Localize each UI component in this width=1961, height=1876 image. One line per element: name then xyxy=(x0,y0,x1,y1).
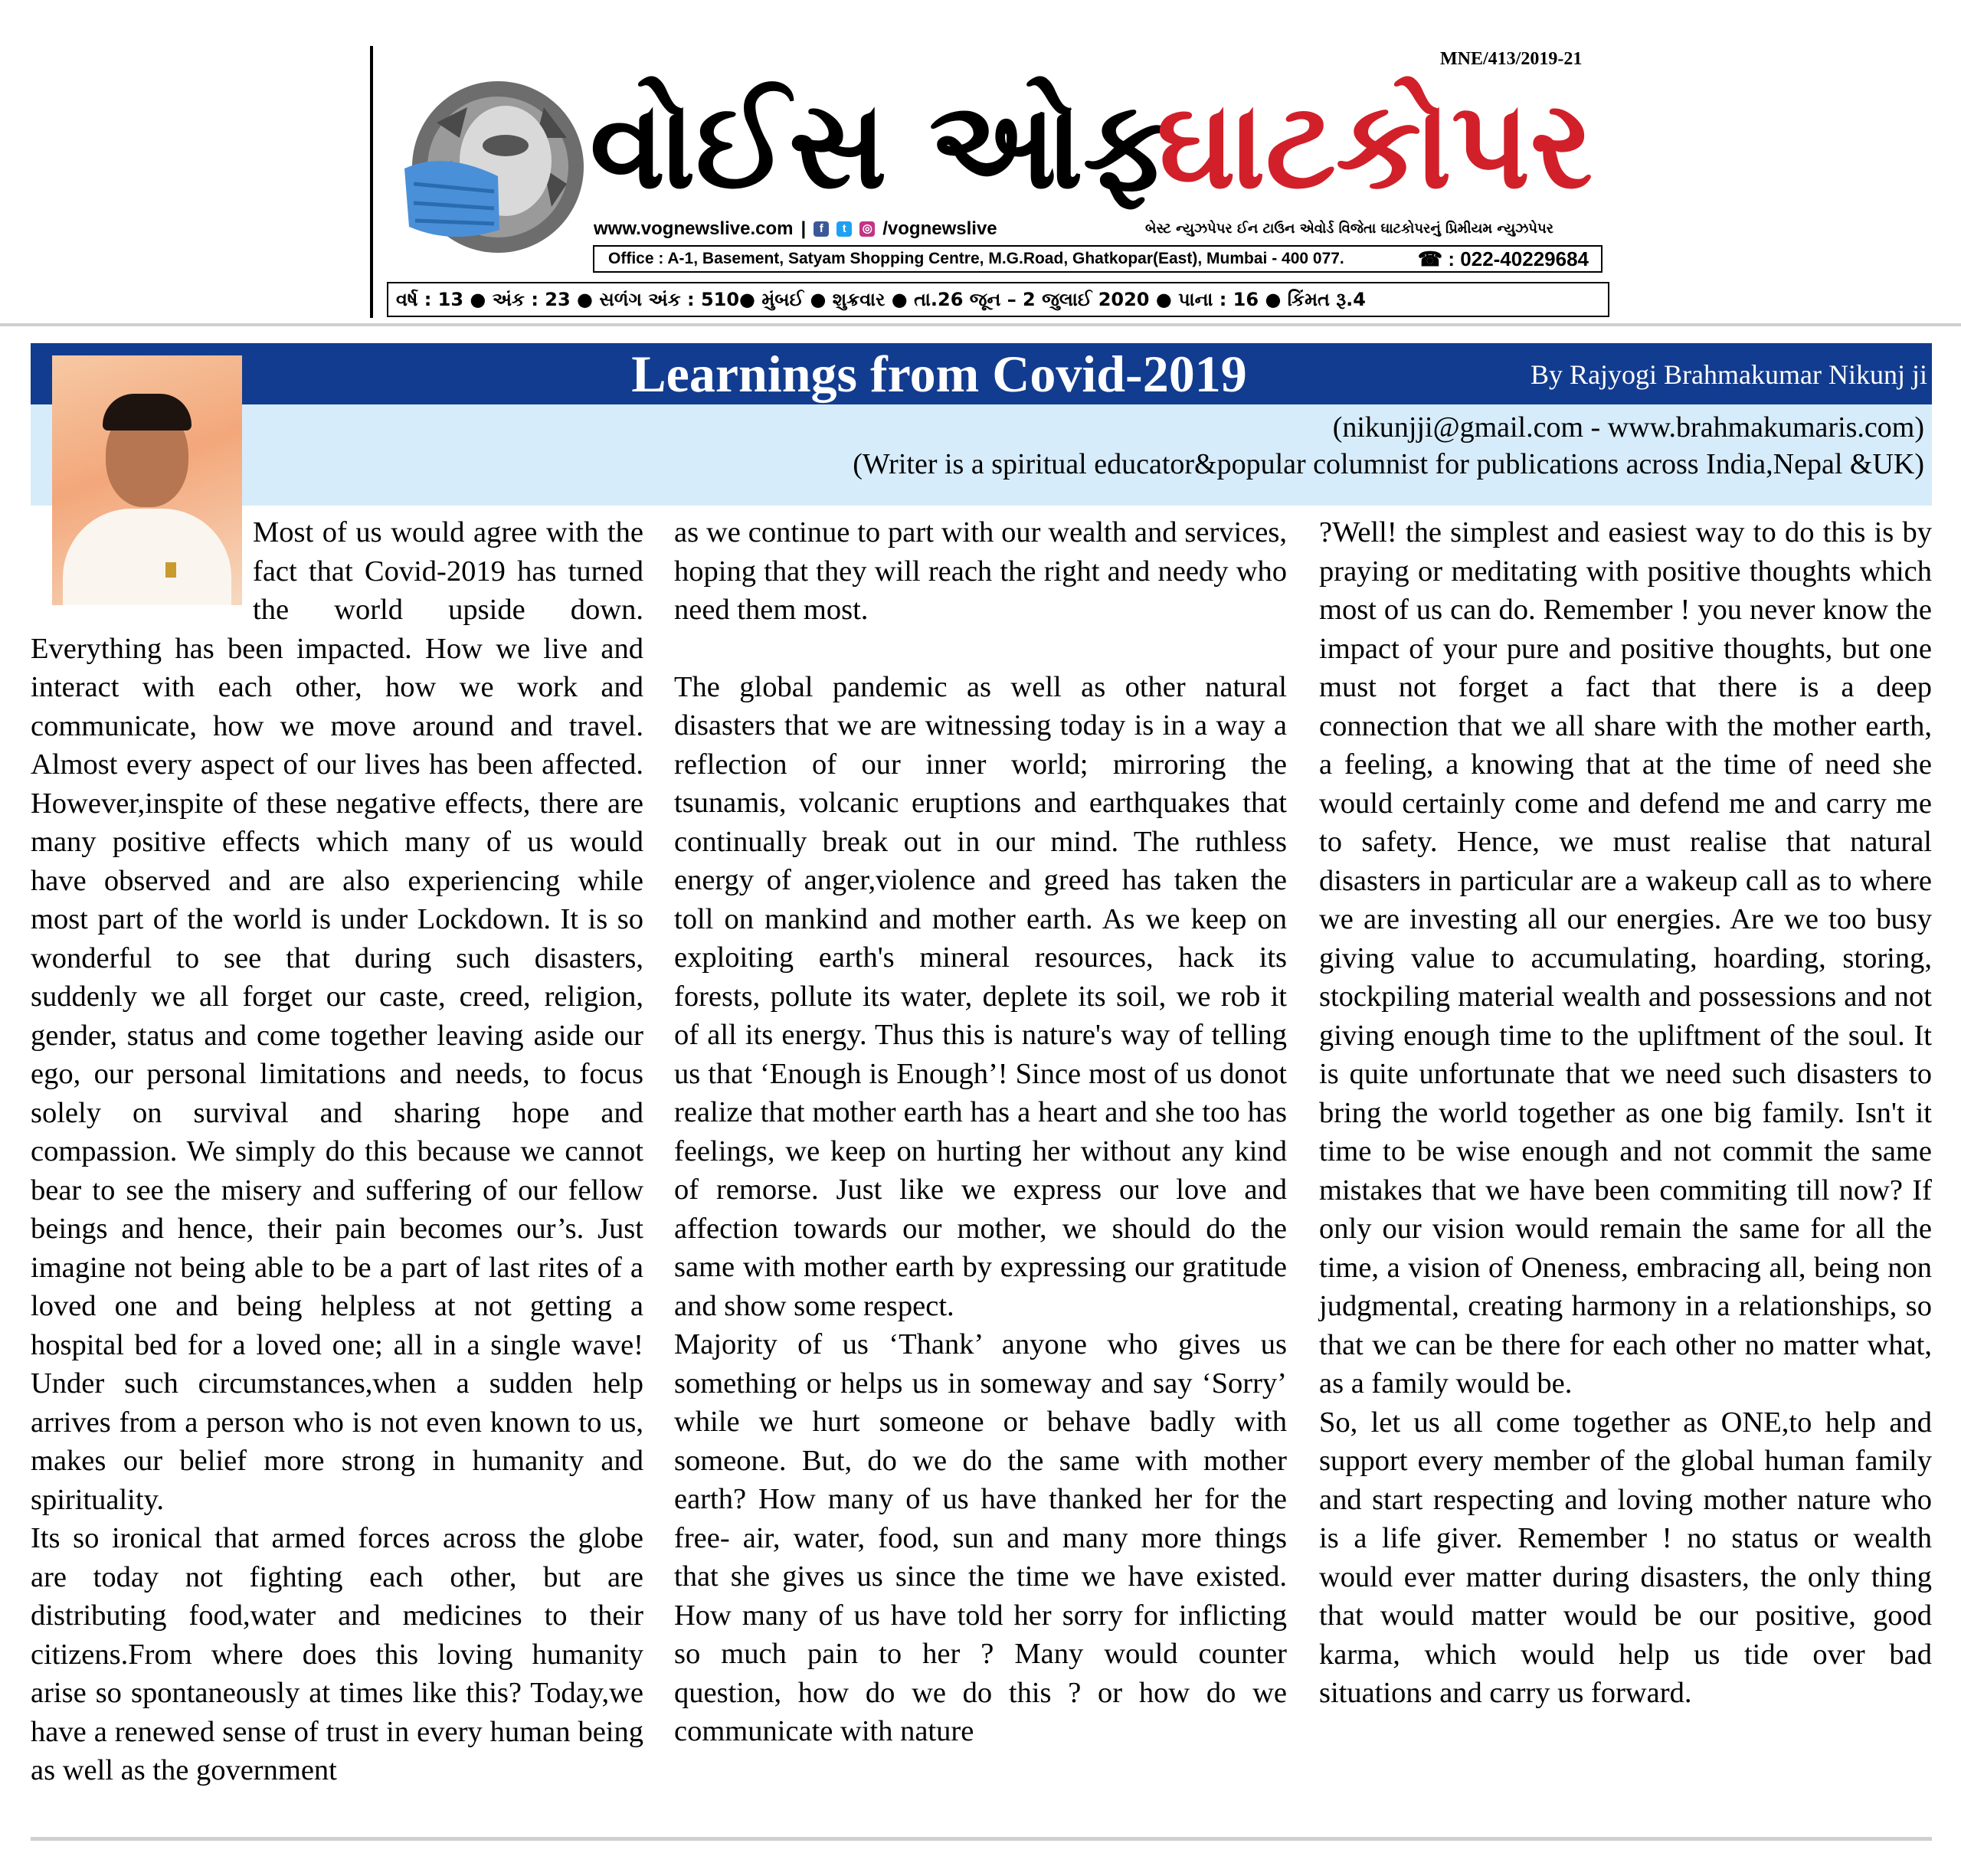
bottom-rule xyxy=(31,1837,1932,1841)
award-tagline: બેસ્ટ ન્યુઝપેપર ઈન ટાઉન એવોર્ડ વિજેતા ઘાટકોપરનું પ્રિમીયમ ન્યુઝપેપર xyxy=(1145,221,1553,237)
article-title: Learnings from Covid-2019 xyxy=(631,345,1247,403)
paragraph: Most of us would agree with the fact that Covid-2019 has turned the world upside down. Everything has been impacted. How we live and interact with each other, how we work and communicate, how we move around and travel. Almost every aspect of our lives has been affected. However,inspite of these negative effects, there are many positive effects which many of us would have observed and are also experiencing while most part of the world is under Lockdown. It is so wonderful to see that during such disasters, suddenly we all forget our caste, creed, religion, gender, status and come together leaving aside our ego, our personal limitations and needs, to focus solely on survival and sharing hope and compassion. We simply do this because we cannot bear to see the misery and suffering of our fellow beings and hence, their pain becomes our’s. Just imagine not being able to be a part of last rites of a loved one and being helpless at not getting a hospital bed for a loved one; all in a single wave! Under such circumstances,when a sudden help arrives from a person who is not even known to us, makes our belief more strong in humanity and spirituality. xyxy=(31,516,643,1516)
twitter-icon[interactable]: t xyxy=(836,221,852,237)
paragraph: The global pandemic as well as other natural disasters that we are witnessing today is in a way a reflection of our inner world; mirroring the tsunamis, volcanic eruptions and earthquakes that continually break out in our mind. The ruthless energy of anger,violence and greed has taken the toll on mankind and mother earth. As we keep on exploiting earth's mineral resources, hack its forests, pollute its water, deplete its soil, we rob it of all its energy. Thus this is nature's way of telling us that ‘Enough is Enough’! Since most of us donot realize that mother earth has a heart and she too has feelings, we keep on hurting her without any kind of remorse. Just like we express our love and affection towards our mother, we should do the same with mother earth by expressing our gratitude and show some respect. xyxy=(674,670,1287,1322)
paragraph: ?Well! the simplest and easiest way to do this is by praying or meditating with positive thoughts which most of us can do. Remember ! you never know the impact of your pure and positive thoughts, but one must not forget a fact that there is a deep connection that we all share with the mother earth, a feeling, a knowing that at the time of need she would certainly come and defend me and carry me to safety. Hence, we must realise that natural disasters in particular are a wakeup call as to where we are investing all our energies. Are we too busy giving value to accumulating, hoarding, storing, stockpiling material wealth and possessions and not giving enough time to the upliftment of the soul. It is quite unfortunate that we need such disasters to bring the world together as one big family. Isn't it time to be wise enough and not commit the same mistakes that we have been commiting till now? If only our vision would remain the same for all the time, a vision of Oneness, embracing all, being non judgmental, creating harmony in a relationships, so that we can be there for each other no matter what, as a family would be. xyxy=(1319,516,1932,1400)
author-photo-hair xyxy=(103,394,192,431)
masthead-rule xyxy=(0,323,1961,326)
article-byline: By Rajyogi Brahmakumar Nikunj ji xyxy=(1530,359,1927,390)
paragraph: as we continue to part with our wealth and services, hoping that they will reach the right and needy who need them most. xyxy=(674,516,1287,626)
author-info-bar xyxy=(31,404,1932,506)
instagram-icon[interactable]: ◎ xyxy=(859,221,875,237)
lion-mask-logo-icon xyxy=(391,77,590,268)
photo-wrap-spacer xyxy=(31,513,253,628)
paragraph: So, let us all come together as ONE,to help and support every member of the global human family and start respecting and loving mother nature who is a life giver. Remember ! no status or wealth would ever matter during disasters, the only thing that would matter would be our positive, good karma, which would help us tide over bad situations and carry us forward. xyxy=(1319,1406,1932,1709)
website-link[interactable]: www.vognewslive.com xyxy=(594,218,794,239)
separator: | xyxy=(800,218,807,239)
article-header-bar xyxy=(31,343,1932,404)
paragraph-gap xyxy=(674,630,1287,668)
office-address-box xyxy=(593,245,1603,273)
article-column-3 xyxy=(1319,513,1932,1823)
newspaper-title-primary: વોઈસ ઓફ xyxy=(590,75,1170,216)
issue-details: વર્ષ : 13 ● અંક : 23 ● સળંગ અંક : 510● મુંબઈ ● શુક્રવાર ● તા.26 જૂન – 2 જુલાઈ 2020 ● પાના : 16 ● કિંમત રૂ.4 xyxy=(387,282,1609,317)
masthead-divider xyxy=(370,46,373,318)
newspaper-title-accent: ઘાટકોપર xyxy=(1157,75,1593,216)
website-line xyxy=(594,218,997,240)
registration-number: MNE/413/2019-21 xyxy=(1440,49,1583,69)
article-column-2 xyxy=(674,513,1287,1823)
article-column-1 xyxy=(31,513,643,1823)
author-description: (Writer is a spiritual educator&popular columnist for publications across India,Nepal &UK) xyxy=(853,448,1924,480)
author-contact: (nikunjji@gmail.com - www.brahmakumaris.com) xyxy=(1332,411,1924,444)
social-handle[interactable]: /vognewslive xyxy=(882,218,997,239)
office-phone: ☎ : 022-40229684 xyxy=(1417,247,1589,270)
paragraph: Majority of us ‘Thank’ anyone who gives us something or helps us in someway and say ‘Sorry’ while we hurt someone or behave badly with someone. But, do we do the same with mother earth? How many of us have thanked her for the free- air, water, food, sun and many more things that she gives us since the time we have existed. How many of us have told her sorry for inflicting so much pain to her ? Many would counter question, how do we do this ? or how do we communicate with nature xyxy=(674,1328,1287,1747)
facebook-icon[interactable]: f xyxy=(814,221,829,237)
masthead xyxy=(0,0,1961,322)
paragraph: Its so ironical that armed forces across the globe are today not fighting each other, but are distributing food,water and medicines to their citizens.From where does this loving humanity arise so spontaneously at times like this? Today,we have a renewed sense of trust in every human being as well as the government xyxy=(31,1522,643,1786)
article-body xyxy=(31,513,1932,1823)
office-address: Office : A-1, Basement, Satyam Shopping Centre, M.G.Road, Ghatkopar(East), Mumbai - 400 077. xyxy=(608,250,1344,267)
